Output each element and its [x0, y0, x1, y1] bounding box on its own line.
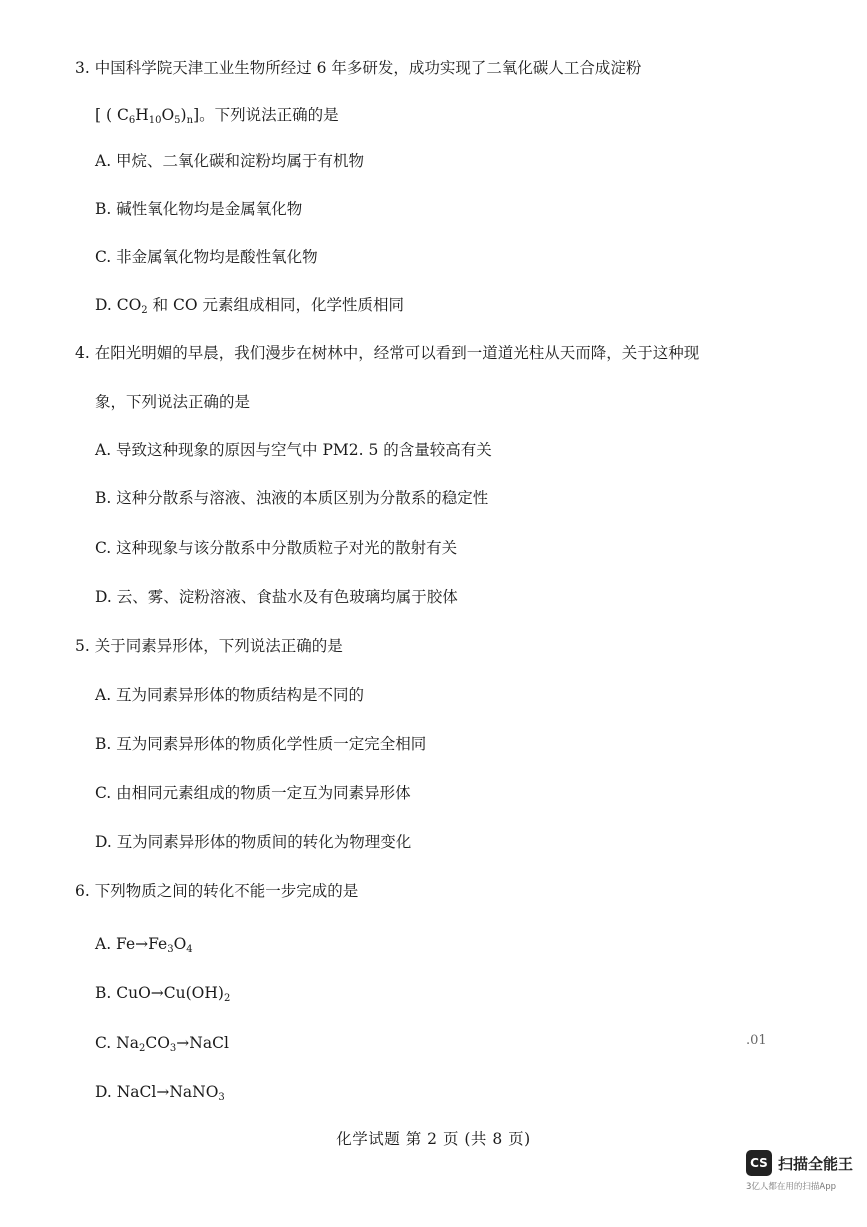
- q3-stem-line1: [75, 58, 641, 78]
- q5-option-d: D. 互为同素异形体的物质间的转化为物理变化: [95, 833, 412, 851]
- q6-option-d: [95, 1082, 225, 1102]
- q3-formula-sub: 6: [128, 115, 136, 126]
- q6-option-b: [95, 983, 230, 1003]
- q3-formula-h: H: [135, 106, 149, 124]
- q5-option-a: A. 互为同素异形体的物质结构是不同的: [95, 686, 365, 704]
- q6-option-d-text: D. NaCl→NaNO: [95, 1083, 219, 1101]
- watermark-name: 扫描全能王: [778, 1155, 854, 1173]
- q3-formula-sub: 10: [148, 115, 162, 126]
- q4-option-c: C. 这种现象与该分散系中分散质粒子对光的散射有关: [95, 539, 458, 557]
- page-footer: 化学试题 第 2 页 (共 8 页): [336, 1130, 531, 1148]
- q3-option-d-sub: 2: [141, 305, 148, 316]
- q3-formula-o: O: [161, 106, 175, 124]
- q5-option-b: B. 互为同素异形体的物质化学性质一定完全相同: [95, 735, 427, 753]
- q6-option-a-sub: 3: [167, 944, 174, 955]
- q6-option-c-text: →NaCl: [176, 1034, 229, 1052]
- q4-option-a: A. 导致这种现象的原因与空气中 PM2. 5 的含量较高有关: [95, 441, 492, 459]
- q3-option-d-text: D. CO: [95, 296, 142, 314]
- q3-option-a: A. 甲烷、二氧化碳和淀粉均属于有机物: [95, 152, 365, 170]
- q3-stem-text: 3. 中国科学院天津工业生物所经过 6 年多研发，成功实现了二氧化碳人工合成淀粉: [75, 59, 642, 77]
- q4-option-b: B. 这种分散系与溶液、浊液的本质区别为分散系的稳定性: [95, 489, 489, 507]
- q6-option-a-sub: 4: [186, 944, 193, 955]
- q4-option-d: D. 云、雾、淀粉溶液、食盐水及有色玻璃均属于胶体: [95, 588, 458, 606]
- q5-option-c: C. 由相同元素组成的物质一定互为同素异形体: [95, 784, 411, 802]
- stray-mark: .01: [746, 1033, 767, 1048]
- q6-option-c-text: C. Na: [95, 1034, 139, 1052]
- q4-stem-line1: 4. 在阳光明媚的早晨，我们漫步在树林中，经常可以看到一道道光柱从天而降，关于这种现: [75, 344, 700, 362]
- q3-option-c: C. 非金属氧化物均是酸性氧化物: [95, 248, 318, 266]
- q3-formula-open: [ ( C: [95, 106, 129, 124]
- q3-formula-sub: 5: [174, 115, 181, 126]
- cs-logo-icon: CS: [746, 1150, 772, 1176]
- q3-option-d-text: 和 CO 元素组成相同，化学性质相同: [147, 296, 405, 314]
- q3-option-b: B. 碱性氧化物均是金属氧化物: [95, 200, 303, 218]
- q3-formula-close: ): [180, 106, 187, 124]
- q6-option-a-text: A. Fe→Fe: [95, 935, 168, 953]
- q6-option-c-text: CO: [145, 1034, 170, 1052]
- q5-stem: 5. 关于同素异形体，下列说法正确的是: [75, 637, 343, 655]
- q3-stem-tail: ]。下列说法正确的是: [193, 106, 339, 124]
- scanner-watermark: [746, 1150, 861, 1220]
- q6-option-d-sub: 3: [218, 1092, 225, 1103]
- q6-option-c-sub: 3: [169, 1043, 177, 1054]
- q3-option-d: [95, 295, 404, 315]
- q6-option-b-sub: 2: [223, 993, 231, 1004]
- q6-option-a-text: O: [173, 935, 187, 953]
- q3-stem-line2: [95, 105, 339, 125]
- q3-formula-sub: n: [186, 115, 194, 126]
- q6-option-a: [95, 934, 193, 954]
- q4-stem-line2: 象，下列说法正确的是: [95, 393, 251, 411]
- q6-option-c: [95, 1033, 229, 1053]
- watermark-tagline: 3亿人都在用的扫描App: [746, 1182, 837, 1192]
- q6-option-b-text: B. CuO→Cu(OH): [95, 984, 224, 1002]
- q6-option-c-sub: 2: [138, 1043, 146, 1054]
- q6-stem: 6. 下列物质之间的转化不能一步完成的是: [75, 882, 359, 900]
